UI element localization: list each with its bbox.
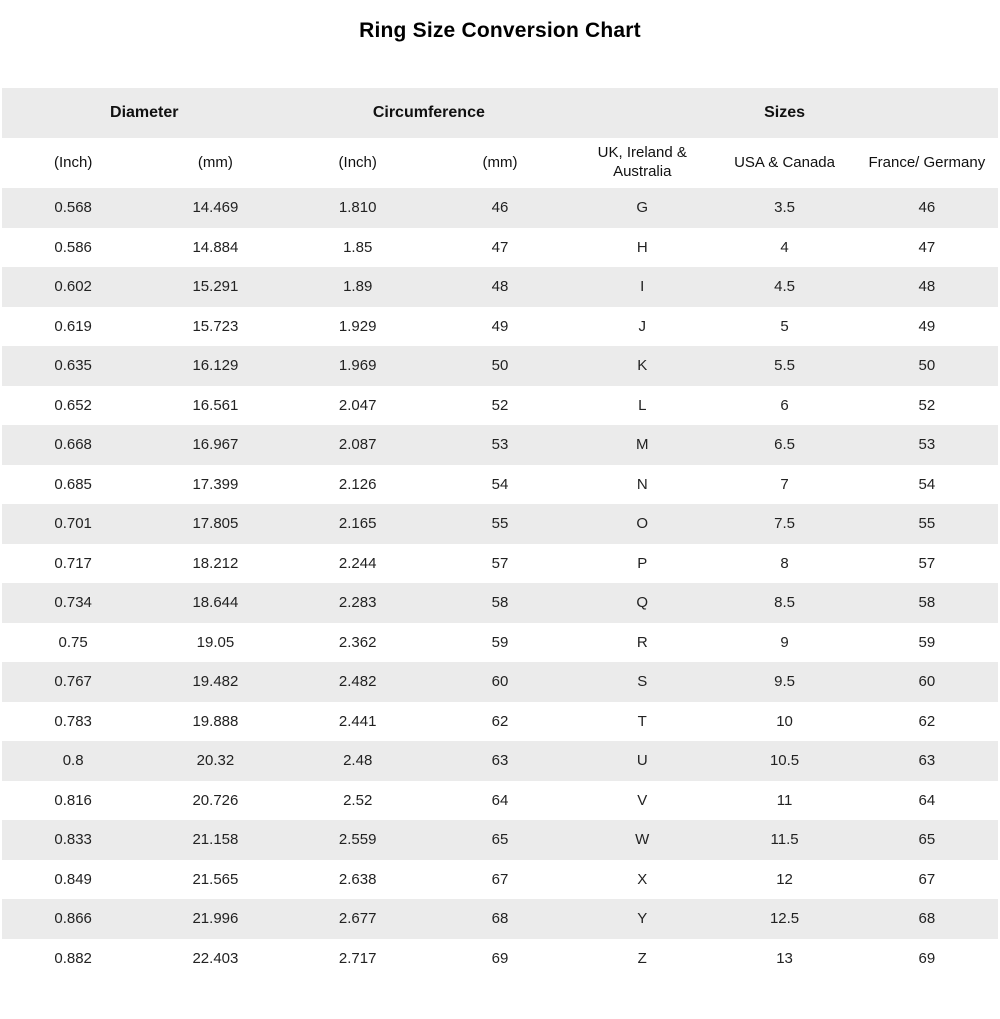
page-title: Ring Size Conversion Chart [359, 19, 641, 42]
table-cell: 21.996 [192, 910, 239, 928]
table-cell: 4.5 [774, 278, 795, 296]
ring-size-conversion-table [2, 88, 998, 978]
table-cell: 10.5 [769, 752, 800, 770]
table-cell: 64 [918, 791, 936, 809]
table-row [2, 939, 998, 979]
table-cell: 63 [491, 752, 509, 770]
table-cell: 5 [780, 317, 789, 335]
group-header-circumference: Circumference [372, 104, 485, 121]
table-cell: V [637, 791, 648, 809]
table-cell: 60 [918, 673, 936, 691]
table-cell: 67 [491, 870, 509, 888]
table-cell: 0.866 [54, 910, 92, 928]
table-cell: 7.5 [774, 515, 795, 533]
table-cell: I [640, 278, 645, 296]
group-header-diameter: Diameter [110, 104, 179, 121]
column-header-uk-ireland-australia: UK, Ireland & Australia [597, 144, 687, 180]
table-cell: 54 [491, 475, 509, 493]
table-cell: 0.668 [54, 436, 92, 454]
table-row [2, 228, 998, 268]
table-cell: N [636, 475, 648, 493]
table-row [2, 425, 998, 465]
table-cell: 19.888 [192, 712, 239, 730]
table-row [2, 188, 998, 228]
table-cell: 1.929 [338, 317, 377, 335]
table-cell: 0.685 [54, 475, 92, 493]
table-cell: 0.568 [54, 199, 92, 217]
table-cell: 13 [776, 949, 793, 967]
table-cell: 2.165 [338, 515, 377, 533]
table-cell: 53 [491, 436, 509, 454]
table-cell: 5.5 [774, 357, 795, 375]
table-cell: Y [637, 910, 648, 928]
table-cell: 64 [491, 791, 509, 809]
table-cell: 46 [491, 199, 509, 217]
table-cell: 67 [918, 870, 936, 888]
table-cell: Q [636, 594, 649, 612]
column-header-france-germany: France/ Germany [868, 153, 986, 171]
table-row [2, 346, 998, 386]
column-header-diameter-inch: (Inch) [53, 153, 93, 171]
table-row [2, 386, 998, 426]
table-row [2, 899, 998, 939]
table-cell: 11.5 [770, 831, 799, 849]
table-cell: 14.469 [192, 199, 239, 217]
table-cell: 47 [491, 238, 509, 256]
table-cell: S [637, 673, 648, 691]
table-row [2, 623, 998, 663]
column-header-usa-canada: USA & Canada [734, 153, 835, 171]
table-cell: 8.5 [774, 594, 795, 612]
table-cell: 2.52 [343, 791, 373, 809]
table-cell: 4 [780, 238, 789, 256]
table-cell: 1.89 [343, 278, 373, 296]
table-cell: 65 [918, 831, 936, 849]
table-cell: 53 [918, 436, 936, 454]
table-cell: 1.810 [338, 199, 377, 217]
table-cell: 62 [491, 712, 509, 730]
table-cell: 0.783 [54, 712, 92, 730]
column-header-circumference-inch: (Inch) [338, 153, 377, 171]
table-row [2, 544, 998, 584]
table-cell: 49 [918, 317, 936, 335]
table-row [2, 583, 998, 623]
table-cell: 15.291 [192, 278, 239, 296]
table-cell: 22.403 [192, 949, 239, 967]
table-cell: G [636, 199, 649, 217]
table-cell: 19.05 [196, 633, 235, 651]
table-cell: 20.726 [192, 791, 239, 809]
table-cell: R [636, 633, 648, 651]
table-row [2, 465, 998, 505]
table-row [2, 267, 998, 307]
table-cell: 0.767 [54, 673, 92, 691]
table-cell: 16.967 [192, 436, 239, 454]
table-cell: 57 [918, 554, 936, 572]
table-cell: 18.644 [192, 594, 239, 612]
table-cell: Z [637, 949, 647, 967]
table-row [2, 781, 998, 821]
table-cell: 12.5 [769, 910, 800, 928]
table-cell: 2.717 [338, 949, 377, 967]
table-cell: 2.362 [338, 633, 377, 651]
table-cell: O [636, 515, 649, 533]
table-cell: 46 [918, 199, 936, 217]
table-row [2, 860, 998, 900]
table-cell: 58 [491, 594, 509, 612]
table-cell: 21.565 [192, 870, 239, 888]
table-cell: 10 [776, 712, 793, 730]
table-cell: K [637, 357, 648, 375]
table-row [2, 307, 998, 347]
table-cell: 2.441 [338, 712, 377, 730]
table-cell: 16.561 [192, 396, 239, 414]
table-cell: 3.5 [774, 199, 795, 217]
table-cell: 0.586 [54, 238, 92, 256]
table-cell: 0.734 [54, 594, 92, 612]
group-header-row [2, 88, 998, 138]
table-cell: 68 [491, 910, 509, 928]
table-cell: L [638, 396, 647, 414]
table-cell: 0.619 [54, 317, 92, 335]
table-cell: 0.849 [54, 870, 92, 888]
table-body [2, 188, 998, 978]
table-cell: 0.635 [54, 357, 92, 375]
table-cell: 19.482 [192, 673, 239, 691]
table-cell: 9 [780, 633, 789, 651]
table-cell: 2.482 [338, 673, 377, 691]
table-cell: 57 [491, 554, 509, 572]
table-cell: 63 [918, 752, 936, 770]
table-row [2, 504, 998, 544]
table-cell: 2.48 [343, 752, 373, 770]
table-cell: T [637, 712, 647, 730]
table-cell: 21.158 [192, 831, 239, 849]
table-cell: 68 [918, 910, 936, 928]
table-cell: 12 [776, 870, 793, 888]
table-cell: 1.969 [338, 357, 377, 375]
table-cell: 62 [918, 712, 936, 730]
column-header-row [2, 138, 998, 188]
table-cell: 8 [780, 554, 789, 572]
table-cell: H [636, 238, 648, 256]
table-cell: 49 [491, 317, 509, 335]
table-cell: 0.717 [54, 554, 92, 572]
table-cell: 48 [491, 278, 509, 296]
table-cell: 2.126 [338, 475, 377, 493]
table-cell: 7 [780, 475, 789, 493]
table-row [2, 662, 998, 702]
table-cell: 0.8 [62, 752, 84, 770]
table-cell: 0.833 [54, 831, 92, 849]
table-cell: 52 [491, 396, 509, 414]
table-cell: 11 [776, 791, 793, 809]
table-row [2, 741, 998, 781]
table-cell: 69 [491, 949, 509, 967]
table-cell: 17.399 [192, 475, 239, 493]
table-cell: 55 [918, 515, 936, 533]
table-cell: 2.283 [338, 594, 377, 612]
table-cell: 2.638 [338, 870, 377, 888]
table-cell: 6.5 [774, 436, 795, 454]
table-cell: 54 [918, 475, 936, 493]
table-cell: W [635, 831, 650, 849]
table-cell: 16.129 [192, 357, 239, 375]
table-cell: 0.652 [54, 396, 92, 414]
table-cell: 0.701 [54, 515, 92, 533]
table-cell: 14.884 [192, 238, 239, 256]
table-cell: J [638, 317, 647, 335]
table-cell: 47 [918, 238, 936, 256]
table-row [2, 702, 998, 742]
table-cell: M [636, 436, 649, 454]
table-cell: 20.32 [196, 752, 235, 770]
group-header-sizes: Sizes [764, 104, 806, 121]
table-cell: 6 [780, 396, 789, 414]
table-row [2, 820, 998, 860]
table-cell: 50 [918, 357, 936, 375]
column-header-circumference-mm: (mm) [482, 153, 518, 171]
table-cell: P [637, 554, 648, 572]
table-cell: 1.85 [343, 238, 373, 256]
table-cell: 60 [491, 673, 509, 691]
table-cell: 59 [918, 633, 936, 651]
table-cell: 50 [491, 357, 509, 375]
table-cell: 65 [491, 831, 509, 849]
table-cell: 2.244 [338, 554, 377, 572]
table-cell: 15.723 [192, 317, 239, 335]
table-cell: 52 [918, 396, 936, 414]
table-cell: X [637, 870, 648, 888]
table-cell: 58 [918, 594, 936, 612]
table-cell: U [636, 752, 648, 770]
column-header-diameter-mm: (mm) [197, 153, 233, 171]
table-cell: 59 [491, 633, 509, 651]
table-cell: 9.5 [774, 673, 795, 691]
table-cell: 18.212 [192, 554, 239, 572]
table-cell: 55 [491, 515, 509, 533]
table-cell: 17.805 [192, 515, 239, 533]
table-cell: 2.559 [338, 831, 377, 849]
table-cell: 2.677 [338, 910, 377, 928]
table-cell: 0.882 [54, 949, 92, 967]
table-cell: 69 [918, 949, 936, 967]
table-cell: 2.087 [338, 436, 377, 454]
table-cell: 48 [918, 278, 936, 296]
table-cell: 2.047 [338, 396, 377, 414]
table-cell: 0.816 [54, 791, 92, 809]
table-cell: 0.602 [54, 278, 92, 296]
table-cell: 0.75 [58, 633, 88, 651]
